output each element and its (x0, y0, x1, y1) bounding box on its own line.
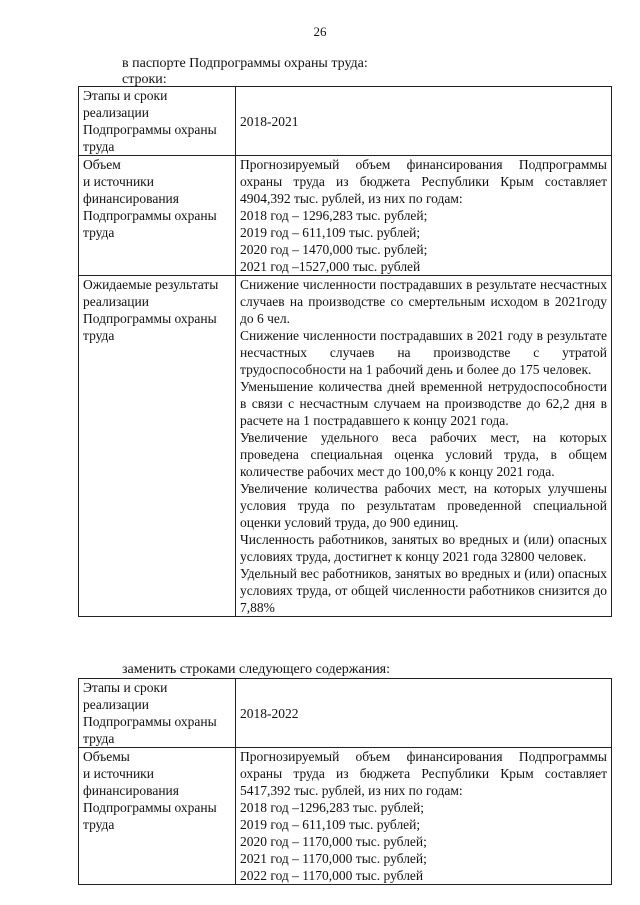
volume-value-cell (236, 748, 612, 885)
stages-value-cell: 2018-2021 (236, 87, 612, 156)
label-line: Подпрограммы охраны (83, 800, 217, 815)
label-line: Этапы и сроки (83, 680, 168, 695)
stages-value-cell: 2018-2022 (236, 679, 612, 748)
table-row (79, 87, 612, 156)
label-line: реализации (83, 105, 149, 120)
label-line: труда (83, 225, 115, 240)
volume-year: 2020 год – 1170,000 тыс. рублей; (240, 834, 427, 849)
volume-intro: Прогнозируемый объем финансирования Подпрограммы охраны труда из бюджета Республики Крым составляет 4904,392 тыс. рублей, из них по годам: (240, 157, 607, 206)
result-item: Увеличение количества рабочих мест, на которых улучшены условия труда по результатам проведенной специальной оценки условий труда, до 900 единиц. (240, 481, 607, 530)
results-label-cell (79, 276, 236, 617)
volume-label-cell (79, 156, 236, 276)
result-item: Снижение численности пострадавших в 2021 году в результате несчастных случаев на производстве с утратой трудоспособности на 1 рабочий день и более до 175 человек. (240, 328, 607, 377)
label-line: Подпрограммы охраны (83, 714, 217, 729)
result-item: Удельный вес работников, занятых во вредных и (или) опасных условиях труда, от общей численности работников снизится до 7,88% (240, 566, 607, 615)
intro-rows-label: строки: (122, 72, 167, 87)
volume-year: 2018 год –1296,283 тыс. рублей; (240, 800, 425, 815)
volume-year: 2021 год – 1170,000 тыс. рублей; (240, 851, 427, 866)
result-item: Снижение численности пострадавших в результате несчастных случаев на производстве со смертельным исходом в 2021году до 6 чел. (240, 277, 607, 326)
label-line: Этапы и сроки (83, 88, 168, 103)
new-passport-table (78, 678, 612, 885)
old-passport-table (78, 86, 612, 617)
label-line: финансирования (83, 783, 179, 798)
label-line: Объем (83, 157, 121, 172)
volume-intro: Прогнозируемый объем финансирования Подпрограммы охраны труда из бюджета Республики Крым составляет 5417,392 тыс. рублей, из них по годам: (240, 749, 607, 798)
volume-year: 2019 год – 611,109 тыс. рублей; (240, 225, 421, 240)
intro-line: в паспорте Подпрограммы охраны труда: (122, 56, 368, 71)
volume-year: 2019 год – 611,109 тыс. рублей; (240, 817, 421, 832)
label-line: финансирования (83, 191, 179, 206)
label-line: и источники (83, 766, 154, 781)
volume-year: 2020 год – 1470,000 тыс. рублей; (240, 242, 428, 257)
page-number: 26 (313, 24, 327, 39)
volume-year: 2022 год – 1170,000 тыс. рублей (240, 868, 424, 883)
label-line: труда (83, 328, 115, 343)
replace-line: заменить строками следующего содержания: (122, 662, 391, 677)
label-line: реализации (83, 697, 149, 712)
stages-label-cell (79, 679, 236, 748)
label-line: Подпрограммы охраны (83, 122, 217, 137)
table-row (79, 276, 612, 617)
label-line: труда (83, 731, 115, 746)
table-row (79, 156, 612, 276)
table-row (79, 748, 612, 885)
results-value-cell (236, 276, 612, 617)
volume-value-cell (236, 156, 612, 276)
label-line: труда (83, 817, 115, 832)
stages-label-cell (79, 87, 236, 156)
table-row (79, 679, 612, 748)
label-line: и источники (83, 174, 154, 189)
result-item: Уменьшение количества дней временной нетрудоспособности в связи с несчастным случаем на производстве до 62,2 дня в расчете на 1 пострадавшего к концу 2021 года. (240, 379, 607, 428)
result-item: Увеличение удельного веса рабочих мест, на которых проведена специальная оценка условий труда, в общем количестве рабочих мест до 100,0% к концу 2021 года. (240, 430, 607, 479)
volume-label-cell (79, 748, 236, 885)
label-line: Подпрограммы охраны (83, 311, 217, 326)
result-item: Численность работников, занятых во вредных и (или) опасных условиях труда, достигнет к концу 2021 года 32800 человек. (240, 532, 607, 564)
label-line: труда (83, 139, 115, 154)
volume-year: 2021 год –1527,000 тыс. рублей (240, 259, 421, 274)
label-line: Подпрограммы охраны (83, 208, 217, 223)
volume-year: 2018 год – 1296,283 тыс. рублей; (240, 208, 428, 223)
label-line: реализации (83, 294, 149, 309)
label-line: Ожидаемые результаты (83, 277, 219, 292)
label-line: Объемы (83, 749, 130, 764)
